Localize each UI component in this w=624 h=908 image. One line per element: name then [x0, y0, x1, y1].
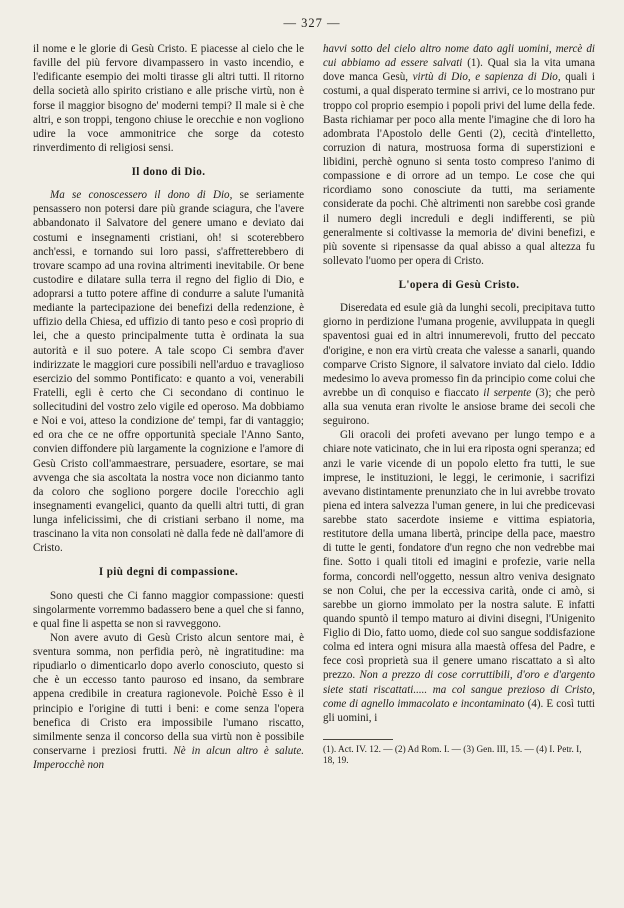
italic-text: havvi sotto del cielo altro nome dato agli uomini, mercè di cui abbiamo ad essere salvati — [323, 43, 595, 70]
section-heading: Il dono di Dio. — [131, 166, 206, 178]
paragraph-text: quali i costumi, a qual disperato termine si arrivi, ce lo mostrano pur troppo col proprio esempio i popoli privi del lume della fede. Basta richiamar per poco alla mente l'imagine che di loro ha adombrata l'Apostolo delle Genti (2), cecità d'intelletto, corruzion di natura, mostruosa forma di superstizioni e libidini, perchè ognuno si senta tosto compreso l'animo di compassione e di orrore ad un tempo. Le cose che qui ricordiamo sono conosciute da tutti, ma seriamente considerate da pochi. Chè altrimenti non sarebbe così grande il numero degli increduli e degli indifferenti, se più generalmente si coltivasse la memoria de' divini benefizi, e più sovente si ripensasse da qual abisso a qual altezza fu sollevato l'uomo per opera di Cristo. — [323, 71, 595, 267]
paragraph — [33, 188, 304, 555]
paragraph — [323, 428, 595, 725]
paragraph-text: se seriamente pensassero non potersi dare più grande sciagura, che l'avere abbandonato il Salvatore del genere umano e deviato dai costumi e insegnamenti cristiani, oh! si scoterebbero anch'essi, e tornando sui loro passi, s'affretterebbero di trovare scampo ad una rovina altrimenti inevitabile. Or bene custodire e dilatare sulla terra il regno del figlio di Dio, e adoprarsi a tutto potere affine di condurre a salute l'umanità mediante la partecipazione dei benefizi della redenzione, è uffizio della Chiesa, ed uffizio di tanto peso e così proprio di lei, che a questo principalmente tutta è ordinata la sua autorità e il suo potere. A tale scopo Ci sembra d'aver indirizzate le maggiori cure possibili nell'arduo e travaglioso esercizio del sommo Pontificato: e quanto a voi, venerabili Fratelli, egli è certo che Ci secondano di continuo le sollecitudini del vostro zelo vigile ed operoso. Ma dobbiamo e Noi e voi, atteso la condizione de' tempi, far di vantaggio; ed ora che ce ne offre opportunità speciale l'Anno Santo, convien diffondere più largamente la cognizione e l'amore di Gesù Cristo coll'ammaestrare, persuadere, esortare, se mai avvenga che sia ascoltata la nostra voce non dicianmo tanto da coloro che sogliono porgere docile l'orecchio agli insegnamenti evangelici, quanto da quelli altri tutti, di gran lunga infelicissimi, che di cristiani serbano il nome, ma trascinano la vita non consolati nè dalla fede nè dall'amore di Cristo. — [33, 189, 304, 555]
paragraph — [323, 301, 595, 428]
italic-text: Nè in alcun altro è salute. Imperocchè non — [33, 744, 305, 771]
paragraph — [323, 42, 595, 268]
page-number: — 327 — — [283, 16, 341, 30]
paragraph: il nome e le glorie di Gesù Cristo. E piacesse al cielo che le faville del più fervore divampassero in vasto incendio, e l'edificante esempio dei molti tirasse gli altri tutti. Il ritorno della società allo spirito cristiano e alle prische virtù, non è forse il maggior bisogno de' moderni tempi? Il male si è che altri, e son troppi, tengono chiuse le orecchie e non vogliono udire la voce ammonitrice che sorge da cotesto rinverdimento di religiosi sensi. — [33, 43, 304, 154]
section-heading: I più degni di compassione. — [98, 566, 239, 579]
italic-text: il serpente — [478, 386, 532, 399]
italic-text: Non a prezzo di cose corruttibili, d'oro e d'argento siete stati riscattati..... ma col sangue prezioso di Cristo, come di agnello immacolato e incontaminato — [323, 669, 595, 710]
paragraph: Sono questi che Ci fanno maggior compassione: questi singolarmente vorremmo badassero bene a quel che si fanno, e qual fine li aspetta se non si ravveggono. — [33, 589, 304, 630]
paragraph-text: Diseredata ed esule già da lunghi secoli, precipitava tutto giorno in perdizione l'umana progenie, avviluppata in quegli spaventosi guai ed in altri innumerevoli, frutto del peccato d'origine, e non era virtù creata che valesse a sanarli, quando comparve Cristo Signore, il salvatore inviato dal cielo. Iddio medesimo lo aveva promesso fin da principio come colui che avrebbe un dì conquiso e fiaccato — [323, 302, 595, 399]
paragraph — [33, 631, 304, 772]
left-column — [33, 42, 304, 772]
right-column — [323, 42, 595, 768]
paragraph-text: Non avere avuto di Gesù Cristo alcun sentore mai, è sventura somma, non perfidia però, nè ingratitudine: ma ripudiarlo o dimenticarlo dopo averlo conosciuto, questo si che è un eccesso tanto pauroso ed insano, da sembrare appena credibile in creatura ragionevole. Poichè Esso è il principio e l'origine di tutti i beni: e come senza l'opera benefica di Cristo era impossibile l'umano riscatto, similmente senza il concorso della sua virtù non è possibile conservarne i preziosi frutti. — [33, 631, 304, 757]
paragraph-text: Gli oracoli dei profeti avevano per lungo tempo e a chiare note vaticinato, che in lui era riposta ogni speranza; ed anzi le varie vicende di un popolo eletto fra tutti, le sue imprese, le instituzioni, le leggi, le cerimonie, i sacrifizi avevano distintamente prenunziato che in lui avrebbe trovato piena ed intera salvezza l'uman genere, in lui che predicevasi sarebbe stato sacerdote insieme e vittima espiatoria, restitutore della umana libertà, principe della pace, maestro di tutte le genti, fondatore d'un regno che non vedrebbe mai fine. Sotto i quali titoli ed imagini e profezie, varie nella forma, concordi nell'oggetto, nessun altro veniva designato se non Colui, che per la eccessiva carità, onde ci amò, si sarebbe un giorno immolato per la nostra salute. E infatti quando spuntò il tempo maturo ai divini disegni, l'Unigenito Figlio di Dio, fatto uomo, diede col suo sangue soddisfazione colma ed intera ogni misura alla maestà offesa del Padre, e fece così proprietà sua il genere umano riscattato a sì alto prezzo. — [323, 429, 595, 682]
footnote-divider — [323, 739, 393, 740]
italic-text: Ma se conoscessero il dono di Dio, — [50, 189, 233, 202]
section-heading: L'opera di Gesù Cristo. — [398, 279, 520, 291]
paragraph-text: (3); che però alla sua venuta eran rivolte le ansiose brame dei secoli che seguirono. — [323, 386, 595, 428]
italic-text: virtù di Dio, e sapienza di Dio, — [408, 71, 561, 84]
paragraph-text: (4). E così tutti gli uomini, i — [323, 697, 595, 724]
footnotes: (1). Act. IV. 12. — (2) Ad Rom. I. — (3) Gen. III, 15. — (4) I. Petr. I, 18, 19. — [323, 744, 582, 767]
paragraph-text: (1). Qual sia la vita umana dove manca Gesù, — [323, 57, 595, 84]
